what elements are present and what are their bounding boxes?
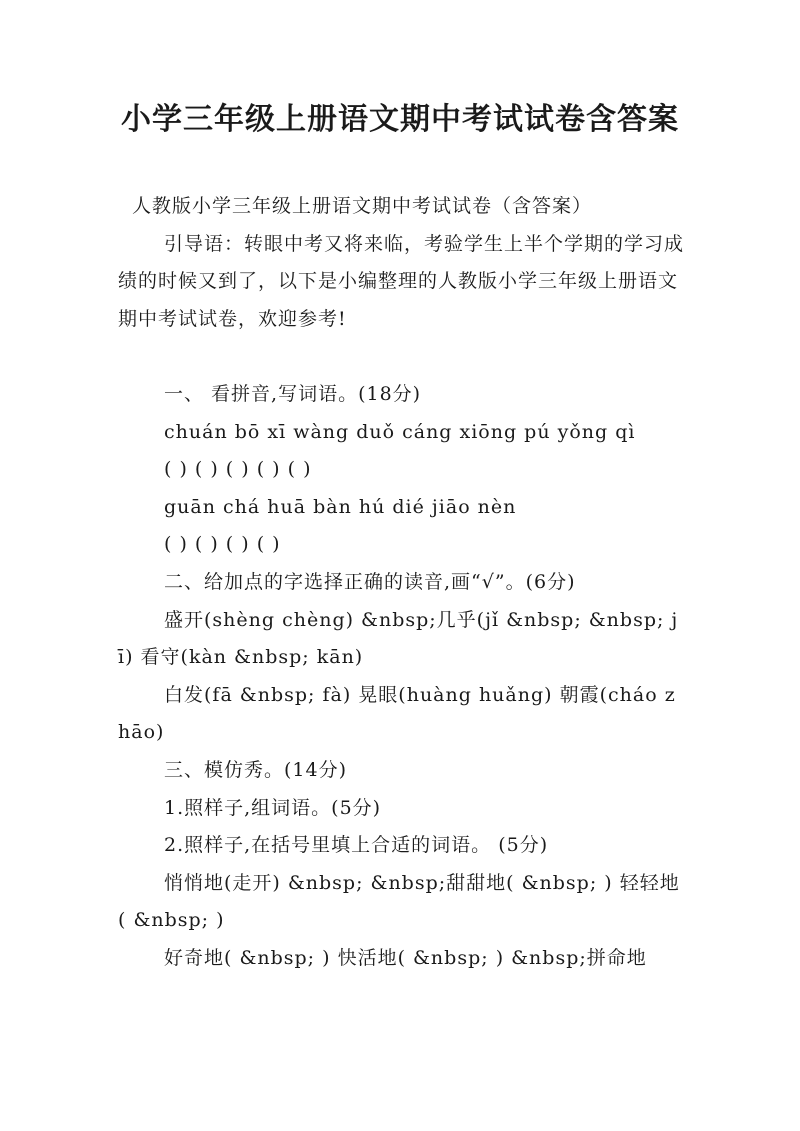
pinyin-line-1: chuán bō xī wàng duǒ cáng xiōng pú yǒng qì	[164, 420, 636, 443]
blank-line	[118, 338, 688, 376]
section-heading-2: 二、给加点的字选择正确的读音,画“√”。(6分)	[164, 570, 576, 593]
question-item-2: 2.照样子,在括号里填上合适的词语。 (5分)	[164, 834, 549, 857]
document-title: 小学三年级上册语文期中考试试卷含答案	[121, 102, 679, 137]
reading-choice-line-2: 白发(fā &nbsp; fà) 晃眼(huàng huǎng) 朝霞(cháo zhāo)	[118, 683, 676, 744]
intro-paragraph: 引导语：转眼中考又将来临，考验学生上半个学期的学习成绩的时候又到了，以下是小编整理的人教版小学三年级上册语文期中考试试卷，欢迎参考!	[118, 232, 685, 330]
reading-choice-line-1: 盛开(shèng chèng) &nbsp;几乎(jǐ &nbsp; &nbsp; jī) 看守(kàn &nbsp; kān)	[118, 608, 679, 669]
pinyin-line-2: guān chá huā bàn hú dié jiāo nèn	[164, 495, 517, 518]
fill-in-line-2: 好奇地( &nbsp; ) 快活地( &nbsp; ) &nbsp;拼命地	[164, 946, 647, 969]
subtitle-paragraph: 人教版小学三年级上册语文期中考试试卷（含答案）	[132, 195, 593, 217]
answer-blanks-2: ( ) ( ) ( ) ( )	[164, 533, 281, 556]
fill-in-line-1: 悄悄地(走开) &nbsp; &nbsp;甜甜地( &nbsp; ) 轻轻地( &nbsp; )	[118, 871, 680, 932]
section-heading-3: 三、模仿秀。(14分)	[164, 758, 348, 781]
document-body	[118, 188, 688, 977]
section-heading-1: 一、 看拼音,写词语。(18分)	[164, 382, 422, 405]
answer-blanks-1: ( ) ( ) ( ) ( ) ( )	[164, 458, 312, 481]
question-item-1: 1.照样子,组词语。(5分)	[164, 796, 382, 819]
